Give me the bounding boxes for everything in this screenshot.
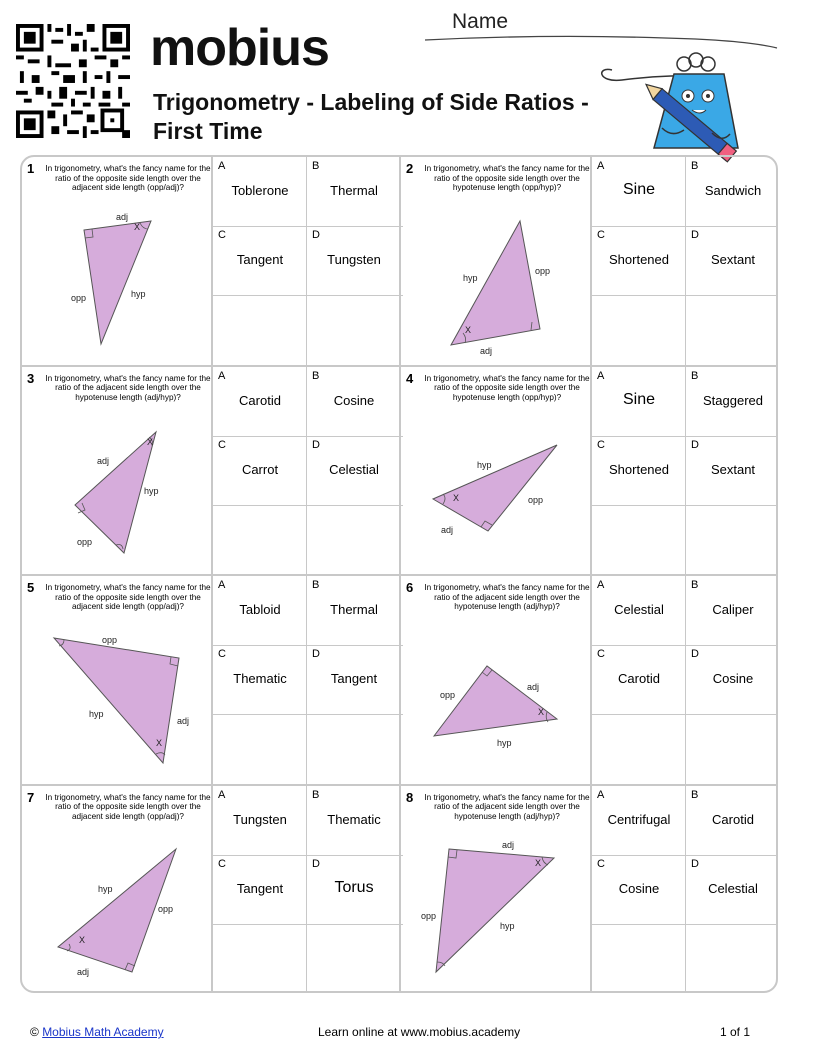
triangle-diagram: [401, 576, 591, 785]
angle-marker: X: [147, 436, 154, 447]
option-c[interactable]: C Shortened: [597, 229, 669, 267]
question-card-4: [401, 367, 778, 577]
side-label: hyp: [497, 738, 512, 748]
option-d[interactable]: D Celestial: [312, 438, 379, 477]
option-c[interactable]: C Cosine: [597, 857, 660, 896]
triangle-diagram: [401, 157, 591, 366]
triangle-diagram: [401, 367, 591, 576]
footer-copyright: [30, 1025, 164, 1039]
question-text: In trigonometry, what's the fancy name for the ratio of the opposite side length over the adjacent side length (opp/adj)?: [45, 164, 211, 193]
options-panel: [211, 367, 401, 576]
triangle-diagram: [22, 576, 212, 785]
option-d[interactable]: D Torus: [312, 857, 374, 896]
option-a[interactable]: A Centrifugal: [597, 788, 671, 827]
option-b[interactable]: B Caliper: [691, 579, 754, 617]
question-card-6: [401, 576, 778, 786]
mascot-illustration: [592, 38, 742, 163]
angle-marker: X: [535, 857, 542, 868]
question-card-2: [401, 157, 778, 367]
question-text: In trigonometry, what's the fancy name for the ratio of the adjacent side length over the hypotenuse length (adj/hyp)?: [45, 373, 211, 402]
option-b[interactable]: B Sandwich: [691, 160, 762, 198]
footer-page-number: 1 of 1: [720, 1025, 751, 1039]
options-panel: [211, 157, 401, 366]
angle-marker: X: [453, 492, 460, 503]
side-label: adj: [97, 455, 110, 466]
option-b[interactable]: B Thermal: [312, 160, 378, 198]
side-label: adj: [527, 682, 540, 692]
side-label: opp: [102, 635, 118, 645]
triangle-diagram: [22, 157, 212, 366]
options-panel: [211, 786, 401, 994]
side-label: hyp: [500, 920, 515, 931]
angle-marker: X: [538, 707, 545, 717]
side-label: opp: [440, 690, 456, 700]
angle-marker: X: [156, 738, 163, 748]
side-label: hyp: [89, 709, 104, 719]
option-d[interactable]: D Sextant: [691, 229, 756, 267]
options-panel: [590, 367, 778, 576]
option-d[interactable]: D Tangent: [312, 648, 378, 686]
side-label: opp: [158, 903, 174, 914]
name-label: Name: [452, 10, 509, 33]
angle-marker: X: [465, 325, 472, 335]
option-b[interactable]: B Thematic: [312, 788, 381, 827]
option-c[interactable]: C Tangent: [218, 857, 284, 896]
qr-code: [16, 24, 130, 138]
option-b[interactable]: B Staggered: [691, 369, 763, 408]
option-d[interactable]: D Sextant: [691, 438, 756, 477]
side-label: opp: [71, 293, 87, 303]
academy-link[interactable]: Mobius Math Academy: [42, 1025, 164, 1039]
options-panel: [211, 576, 401, 785]
options-panel: [590, 786, 778, 994]
side-label: hyp: [477, 459, 492, 470]
option-d[interactable]: D Celestial: [691, 857, 758, 896]
option-b[interactable]: B Cosine: [312, 369, 375, 408]
question-number: 5: [27, 580, 35, 595]
options-panel: [590, 576, 778, 785]
option-c[interactable]: C Carrot: [218, 438, 279, 477]
question-number: 2: [406, 161, 414, 176]
side-label: opp: [535, 266, 551, 276]
option-c[interactable]: C Tangent: [218, 229, 284, 267]
question-card-7: [22, 786, 401, 994]
side-label: hyp: [144, 485, 159, 496]
option-a[interactable]: A Tabloid: [218, 579, 281, 617]
angle-marker: X: [134, 222, 141, 232]
option-c[interactable]: C Shortened: [597, 438, 669, 477]
question-number: 7: [27, 789, 35, 805]
side-label: opp: [77, 536, 93, 547]
side-label: opp: [528, 494, 544, 505]
question-text: In trigonometry, what's the fancy name for the ratio of the opposite side length over the adjacent side length (opp/adj)?: [45, 792, 211, 821]
question-number: 1: [27, 161, 35, 176]
side-label: hyp: [98, 883, 113, 894]
side-label: adj: [177, 716, 190, 726]
option-c[interactable]: C Carotid: [597, 648, 660, 686]
option-a[interactable]: A Carotid: [218, 369, 281, 408]
question-number: 3: [27, 370, 35, 386]
side-label: opp: [421, 910, 437, 921]
angle-marker: X: [79, 934, 86, 945]
side-label: hyp: [131, 289, 146, 299]
page-title: Trigonometry - Labeling of Side Ratios - First Time: [153, 89, 589, 144]
footer-learn-online: Learn online at www.mobius.academy: [318, 1025, 521, 1039]
question-text: In trigonometry, what's the fancy name for the ratio of the opposite side length over the adjacent side length (opp/adj)?: [45, 583, 211, 612]
side-label: hyp: [463, 273, 478, 283]
option-c[interactable]: C Thematic: [218, 648, 287, 686]
option-a[interactable]: A Celestial: [597, 579, 664, 617]
question-number: 8: [406, 789, 414, 805]
question-text: In trigonometry, what's the fancy name for the ratio of the adjacent side length over the hypotenuse length (adj/hyp)?: [424, 792, 590, 821]
triangle-diagram: [22, 367, 212, 576]
question-card-5: [22, 576, 401, 786]
copyright-symbol: ©: [30, 1025, 39, 1039]
side-label: adj: [480, 346, 493, 356]
question-text: In trigonometry, what's the fancy name for the ratio of the opposite side length over the hypotenuse length (opp/hyp)?: [424, 164, 590, 193]
brand-logo: mobius: [150, 19, 329, 77]
option-d[interactable]: D Tungsten: [312, 229, 381, 267]
triangle-diagram: [22, 786, 212, 994]
options-panel: [590, 157, 778, 366]
question-card-1: [22, 157, 401, 367]
side-label: adj: [116, 212, 129, 222]
question-text: In trigonometry, what's the fancy name for the ratio of the opposite side length over the hypotenuse length (opp/hyp)?: [424, 373, 590, 402]
question-number: 4: [406, 370, 414, 386]
triangle-diagram: [401, 786, 591, 994]
option-d[interactable]: D Cosine: [691, 648, 754, 686]
question-card-8: [401, 786, 778, 994]
question-card-3: [22, 367, 401, 577]
option-a[interactable]: A Sine: [597, 160, 656, 198]
question-grid: [20, 155, 778, 993]
option-a[interactable]: A Toblerone: [218, 160, 289, 198]
question-text: In trigonometry, what's the fancy name for the ratio of the adjacent side length over the hypotenuse length (adj/hyp)?: [424, 583, 590, 612]
option-a[interactable]: A Tungsten: [218, 788, 287, 827]
side-label: adj: [441, 524, 454, 535]
option-b[interactable]: B Thermal: [312, 579, 378, 617]
side-label: adj: [77, 966, 90, 977]
option-a[interactable]: A Sine: [597, 369, 656, 408]
side-label: adj: [502, 839, 515, 850]
option-b[interactable]: B Carotid: [691, 788, 754, 827]
question-number: 6: [406, 580, 414, 595]
